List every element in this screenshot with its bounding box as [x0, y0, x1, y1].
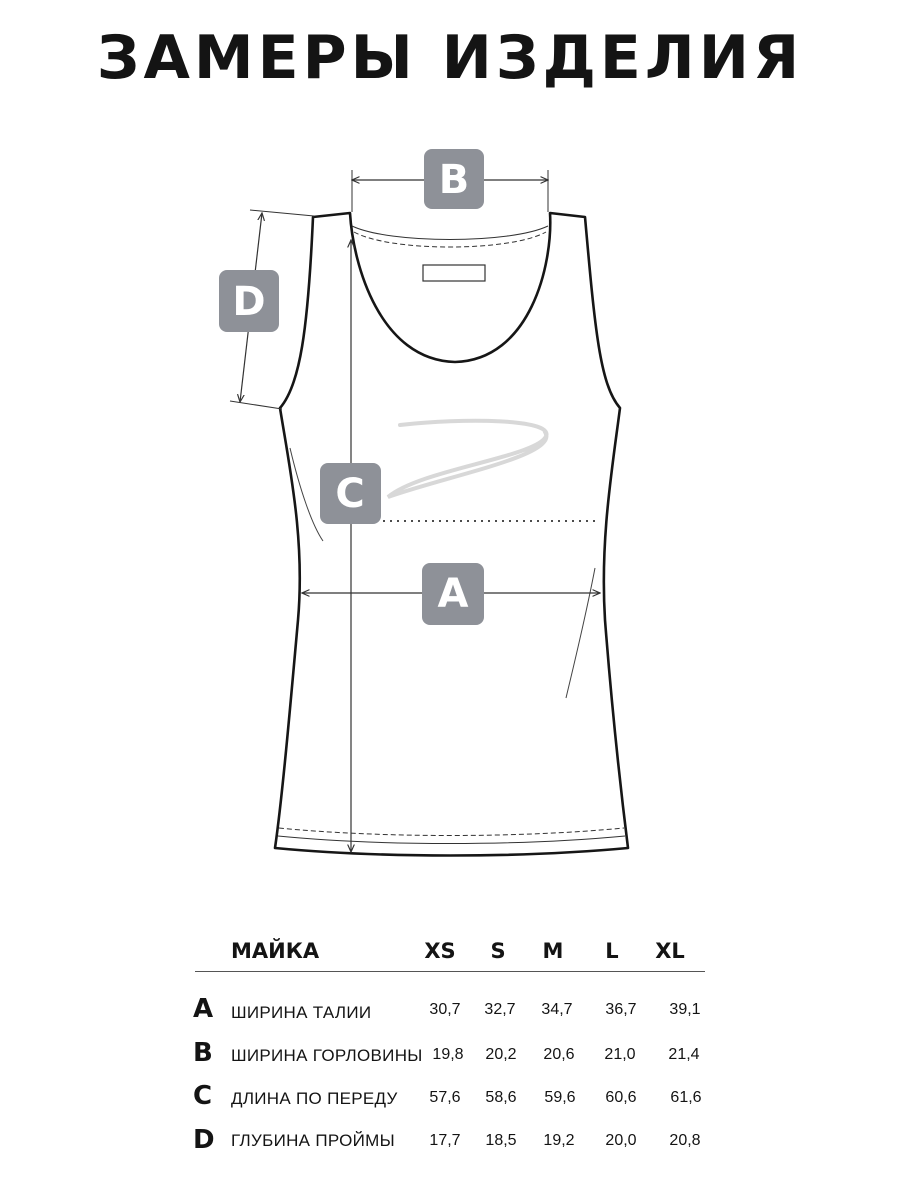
header-product: МАЙКА	[231, 939, 320, 963]
value-b-s: 20,2	[485, 1046, 517, 1063]
row-letter-a: A	[193, 994, 214, 1024]
badge-c-label: C	[335, 471, 365, 517]
value-d-s: 18,5	[485, 1132, 517, 1149]
value-d-xl: 20,8	[669, 1132, 701, 1149]
badge-b-label: B	[438, 157, 470, 203]
header-divider	[195, 971, 705, 972]
row-label-d: ГЛУБИНА ПРОЙМЫ	[231, 1131, 395, 1150]
value-b-xs: 19,8	[432, 1046, 464, 1063]
value-a-m: 34,7	[541, 1001, 573, 1018]
row-label-b: ШИРИНА ГОРЛОВИНЫ	[231, 1046, 423, 1065]
value-c-xs: 57,6	[429, 1089, 461, 1106]
value-a-xs: 30,7	[429, 1001, 461, 1018]
value-c-m: 59,6	[544, 1089, 576, 1106]
page-title: ЗАМЕРЫ ИЗДЕЛИЯ	[96, 23, 804, 93]
header-size-l: L	[605, 939, 619, 963]
row-letter-d: D	[193, 1125, 215, 1155]
header-size-m: M	[542, 939, 564, 963]
value-a-xl: 39,1	[669, 1001, 701, 1018]
value-b-m: 20,6	[543, 1046, 575, 1063]
header-size-s: S	[490, 939, 506, 963]
value-b-l: 21,0	[604, 1046, 636, 1063]
value-c-xl: 61,6	[670, 1089, 702, 1106]
value-c-l: 60,6	[605, 1089, 637, 1106]
badge-d-label: D	[232, 279, 266, 325]
row-letter-c: C	[193, 1081, 213, 1111]
row-label-a: ШИРИНА ТАЛИИ	[231, 1003, 372, 1022]
value-b-xl: 21,4	[668, 1046, 700, 1063]
value-a-l: 36,7	[605, 1001, 637, 1018]
value-d-l: 20,0	[605, 1132, 637, 1149]
header-size-xs: XS	[424, 939, 456, 963]
value-a-s: 32,7	[484, 1001, 516, 1018]
value-d-m: 19,2	[543, 1132, 575, 1149]
header-size-xl: XL	[655, 939, 685, 963]
badge-a-label: A	[437, 571, 469, 617]
row-letter-b: B	[193, 1038, 213, 1068]
row-label-c: ДЛИНА ПО ПЕРЕДУ	[231, 1089, 398, 1108]
value-d-xs: 17,7	[429, 1132, 461, 1149]
value-c-s: 58,6	[485, 1089, 517, 1106]
